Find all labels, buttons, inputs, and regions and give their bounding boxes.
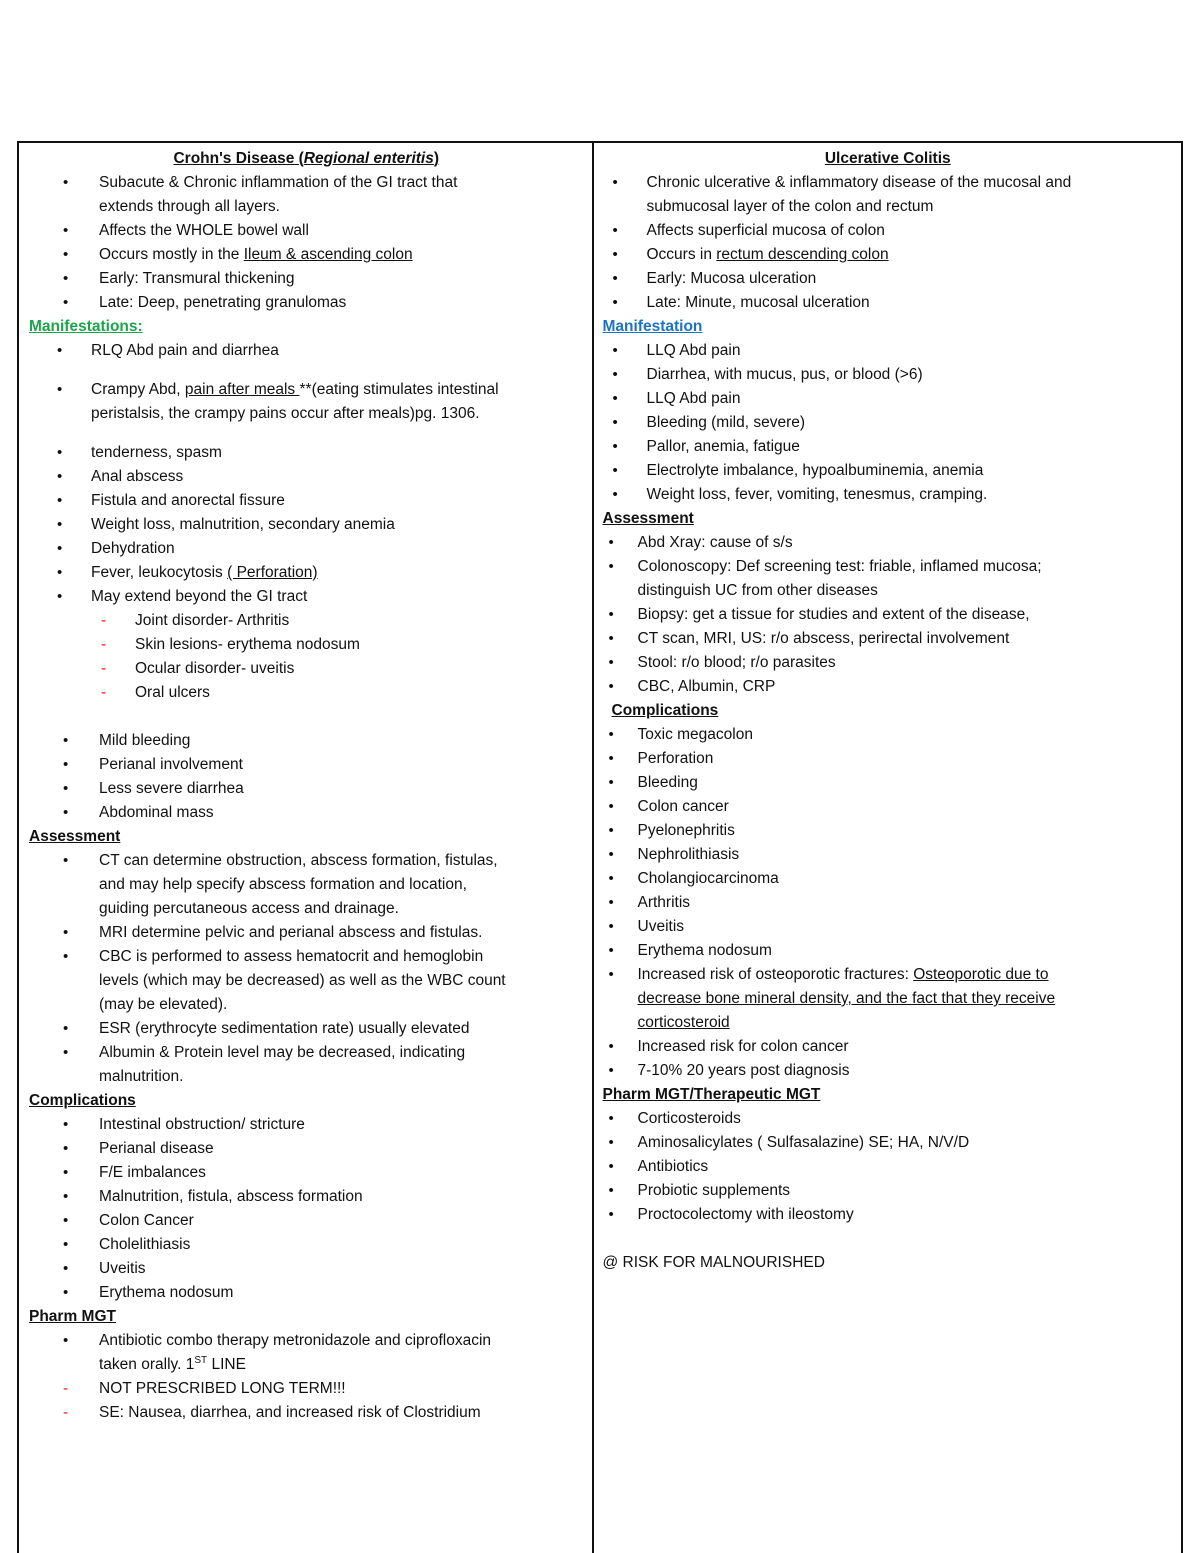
uc-pharm-heading: Pharm MGT/Therapeutic MGT <box>602 1086 821 1103</box>
list-item: • Affects superficial mucosa of colon <box>612 222 885 239</box>
crohns-title: Crohn's Disease (Regional enteritis) <box>173 150 440 167</box>
sub-list-item: - Ocular disorder- uveitis <box>101 660 295 677</box>
list-item: • 7-10% 20 years post diagnosis <box>608 1062 850 1079</box>
list-item-continuation: extends through all layers. <box>99 198 280 215</box>
list-item-continuation: guiding percutaneous access and drainage. <box>99 900 399 917</box>
list-item: • Albumin & Protein level may be decreased, indicating <box>63 1044 466 1061</box>
sub-list-item: - NOT PRESCRIBED LONG TERM!!! <box>63 1380 346 1397</box>
list-item: • CT scan, MRI, US: r/o abscess, perirectal involvement <box>608 630 1010 647</box>
list-item: • Pyelonephritis <box>608 822 735 839</box>
comparison-table <box>17 141 1183 1553</box>
list-item: • Less severe diarrhea <box>63 780 244 797</box>
list-item-continuation: decrease bone mineral density, and the fact that they receive <box>637 990 1056 1007</box>
list-item: • RLQ Abd pain and diarrhea <box>57 342 279 359</box>
list-item: • Uveitis <box>63 1260 146 1277</box>
crohns-title-italic: Regional enteritis <box>303 150 434 167</box>
list-item: • Crampy Abd, pain after meals **(eating stimulates intestinal <box>57 381 499 398</box>
uc-manifestation-heading: Manifestation <box>602 318 703 335</box>
list-item: • Diarrhea, with mucus, pus, or blood (>6) <box>612 366 923 383</box>
list-item: • Biopsy: get a tissue for studies and extent of the disease, <box>608 606 1030 623</box>
list-item: • Electrolyte imbalance, hypoalbuminemia, anemia <box>612 462 984 479</box>
list-item: • Anal abscess <box>57 468 184 485</box>
list-item: • Increased risk for colon cancer <box>608 1038 849 1055</box>
list-item: • Perianal involvement <box>63 756 243 773</box>
list-item: • Subacute & Chronic inflammation of the GI tract that <box>63 174 458 191</box>
sub-list-item: - SE: Nausea, diarrhea, and increased risk of Clostridium <box>63 1404 481 1421</box>
list-item: • Abd Xray: cause of s/s <box>608 534 793 551</box>
list-item: • Antibiotics <box>608 1158 709 1175</box>
list-item: • Aminosalicylates ( Sulfasalazine) SE; HA, N/V/D <box>608 1134 970 1151</box>
list-item: • Corticosteroids <box>608 1110 741 1127</box>
sub-list-item: - Skin lesions- erythema nodosum <box>101 636 360 653</box>
list-item: • Pallor, anemia, fatigue <box>612 438 800 455</box>
list-item-continuation: (may be elevated). <box>99 996 228 1013</box>
list-item-continuation: corticosteroid <box>637 1014 730 1031</box>
list-item: • ESR (erythrocyte sedimentation rate) usually elevated <box>63 1020 470 1037</box>
list-item: • Dehydration <box>57 540 175 557</box>
list-item: • Early: Transmural thickening <box>63 270 295 287</box>
list-item: • Perianal disease <box>63 1140 214 1157</box>
list-item: • Antibiotic combo therapy metronidazole and ciprofloxacin <box>63 1332 492 1349</box>
uc-column <box>594 143 1182 1553</box>
list-item: • Stool: r/o blood; r/o parasites <box>608 654 836 671</box>
list-item: • Bleeding (mild, severe) <box>612 414 806 431</box>
list-item: • Affects the WHOLE bowel wall <box>63 222 309 239</box>
list-item: • CBC is performed to assess hematocrit and hemoglobin <box>63 948 484 965</box>
crohns-pharm-heading: Pharm MGT <box>29 1308 116 1325</box>
list-item: • Erythema nodosum <box>608 942 772 959</box>
list-item-continuation: malnutrition. <box>99 1068 184 1085</box>
list-item: • Perforation <box>608 750 714 767</box>
crohns-assessment-heading: Assessment <box>29 828 121 845</box>
uc-footer-note: @ RISK FOR MALNOURISHED <box>602 1254 825 1271</box>
list-item: • Increased risk of osteoporotic fractures: Osteoporotic due to <box>608 966 1049 983</box>
list-item: • Proctocolectomy with ileostomy <box>608 1206 854 1223</box>
list-item-continuation: distinguish UC from other diseases <box>637 582 878 599</box>
list-item: • Colon cancer <box>608 798 729 815</box>
list-item: • Occurs mostly in the Ileum & ascending colon <box>63 246 413 263</box>
list-item: • LLQ Abd pain <box>612 342 741 359</box>
list-item-continuation: and may help specify abscess formation and location, <box>99 876 467 893</box>
list-item: • Weight loss, malnutrition, secondary anemia <box>57 516 395 533</box>
sub-list-item: - Joint disorder- Arthritis <box>101 612 290 629</box>
crohns-column <box>19 143 594 1553</box>
list-item: • Erythema nodosum <box>63 1284 234 1301</box>
list-item: • Colon Cancer <box>63 1212 194 1229</box>
list-item: • Nephrolithiasis <box>608 846 740 863</box>
list-item: • Early: Mucosa ulceration <box>612 270 817 287</box>
crohns-manifestations-heading: Manifestations: <box>29 318 143 335</box>
list-item: • Cholangiocarcinoma <box>608 870 779 887</box>
uc-title: Ulcerative Colitis <box>824 150 951 167</box>
list-item: • tenderness, spasm <box>57 444 222 461</box>
uc-complications-heading: Complications <box>611 702 719 719</box>
list-item: • Arthritis <box>608 894 691 911</box>
list-item-continuation: taken orally. 1ST LINE <box>99 1354 246 1373</box>
list-item: • Late: Deep, penetrating granulomas <box>63 294 347 311</box>
list-item: • CT can determine obstruction, abscess formation, fistulas, <box>63 852 498 869</box>
crohns-complications-heading: Complications <box>29 1092 136 1109</box>
list-item: • Weight loss, fever, vomiting, tenesmus, cramping. <box>612 486 988 503</box>
list-item: • Fistula and anorectal fissure <box>57 492 285 509</box>
uc-assessment-heading: Assessment <box>602 510 694 527</box>
list-item: • MRI determine pelvic and perianal abscess and fistulas. <box>63 924 483 941</box>
list-item: • Abdominal mass <box>63 804 214 821</box>
list-item-continuation: peristalsis, the crampy pains occur after meals)pg. 1306. <box>91 405 480 422</box>
list-item-continuation: submucosal layer of the colon and rectum <box>646 198 934 215</box>
list-item: • May extend beyond the GI tract <box>57 588 308 605</box>
list-item: • Malnutrition, fistula, abscess formation <box>63 1188 363 1205</box>
list-item: • Bleeding <box>608 774 698 791</box>
list-item: • Toxic megacolon <box>608 726 753 743</box>
list-item: • Uveitis <box>608 918 685 935</box>
list-item: • Fever, leukocytosis ( Perforation) <box>57 564 318 581</box>
list-item: • Cholelithiasis <box>63 1236 191 1253</box>
list-item: • Probiotic supplements <box>608 1182 790 1199</box>
list-item: • Colonoscopy: Def screening test: friable, inflamed mucosa; <box>608 558 1042 575</box>
list-item: • Intestinal obstruction/ stricture <box>63 1116 305 1133</box>
list-item: • F/E imbalances <box>63 1164 206 1181</box>
sub-list-item: - Oral ulcers <box>101 684 210 701</box>
list-item: • Chronic ulcerative & inflammatory disease of the mucosal and <box>612 174 1072 191</box>
list-item: • Occurs in rectum descending colon <box>612 246 889 263</box>
list-item: • LLQ Abd pain <box>612 390 741 407</box>
list-item-continuation: levels (which may be decreased) as well as the WBC count <box>99 972 506 989</box>
list-item: • CBC, Albumin, CRP <box>608 678 776 695</box>
list-item: • Late: Minute, mucosal ulceration <box>612 294 870 311</box>
list-item: • Mild bleeding <box>63 732 191 749</box>
